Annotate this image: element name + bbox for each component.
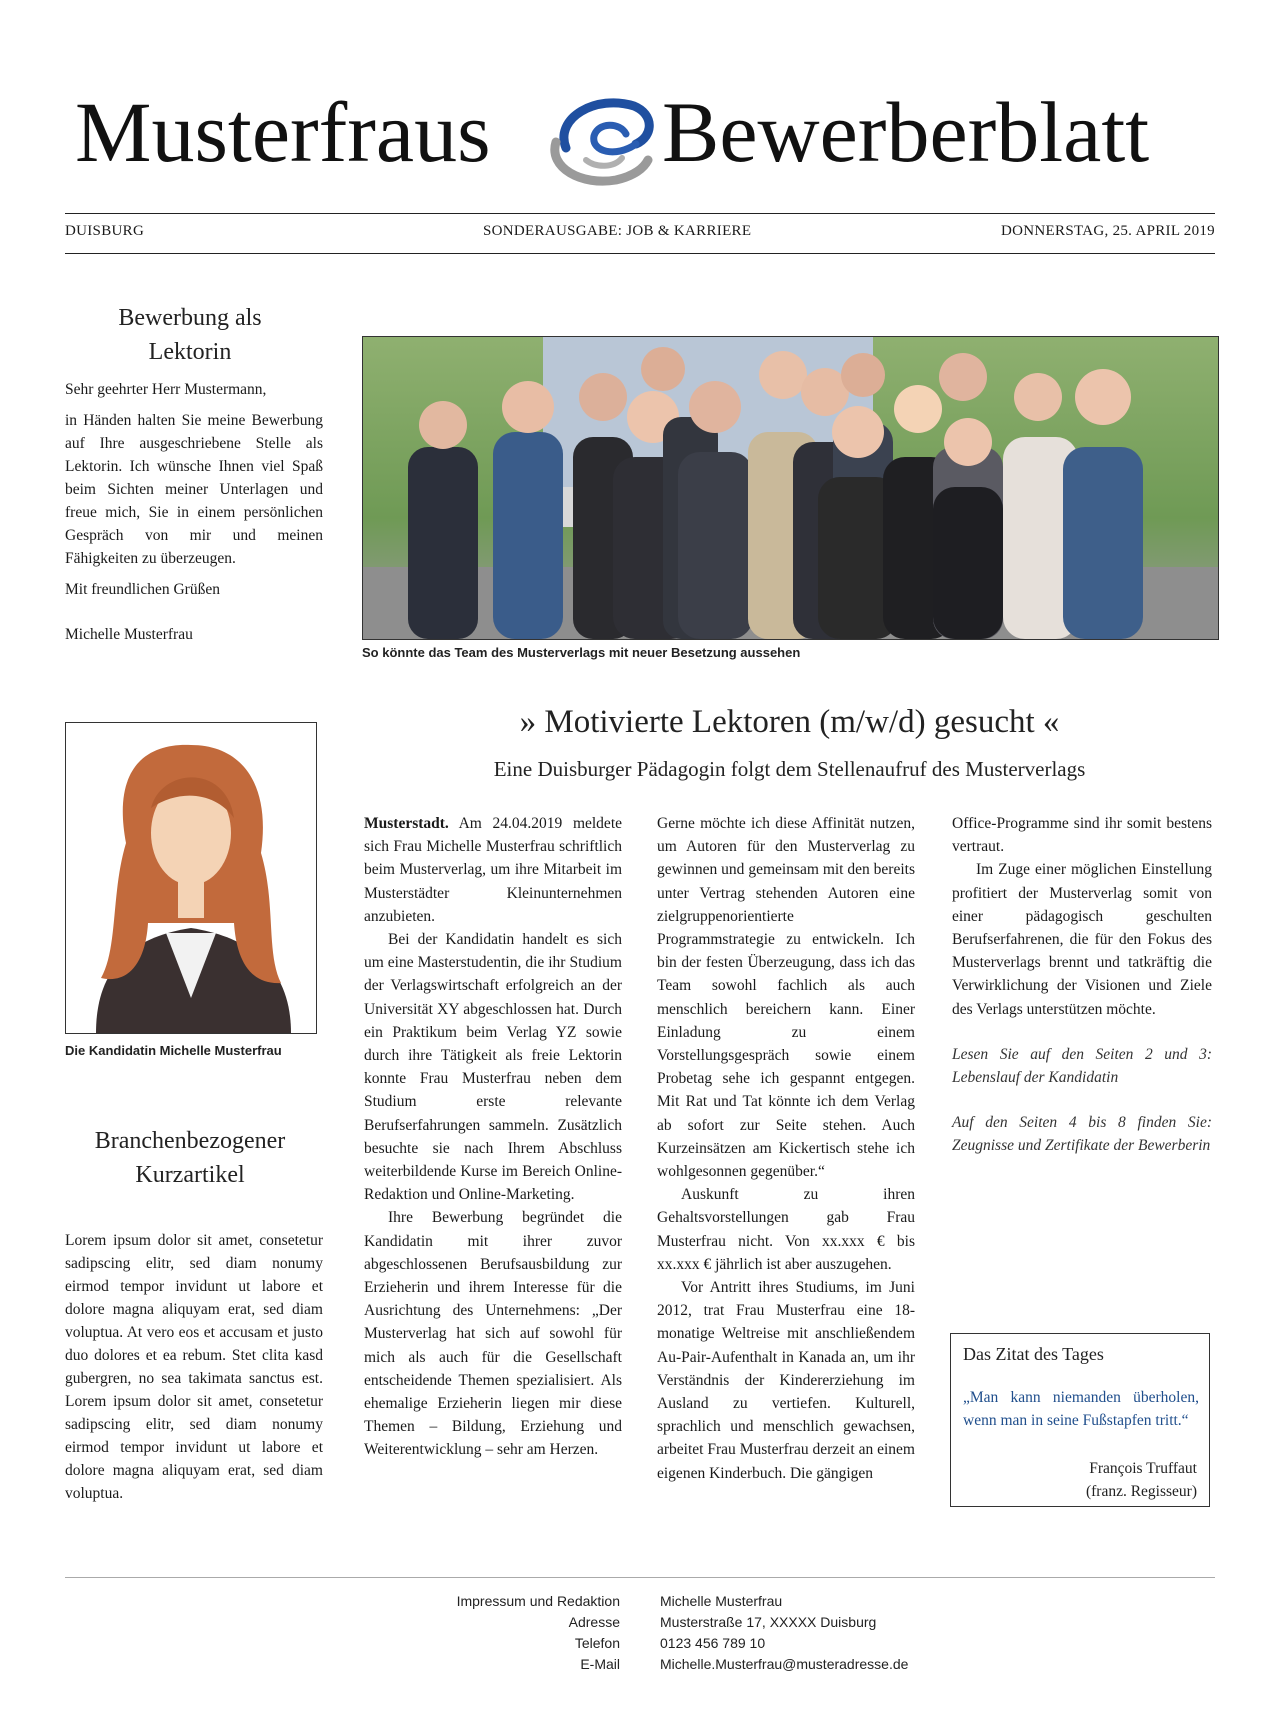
bottom-rule [65, 253, 1215, 254]
article-paragraph-6: Vor Antritt ihres Studiums, im Juni 2012, trat Frau Musterfrau eine 18-monatige Weltreise mit anschließendem Au-Pair-Aufenthalt in Kanada an, um ihr Verständnis der Kindererziehung im Ausland zu vertiefen. Kulturell, sprachlich und menschlich gewachsen, arbeitet Frau Musterfrau derzeit an einem eigenen Kinderbuch. Die gängigen [657, 1279, 915, 1482]
quote-attribution [1086, 1457, 1197, 1503]
footer-rule [65, 1577, 1215, 1578]
article-paragraph-2: Bei der Kandidatin handelt es sich um eine Masterstudentin, die ihr Studium der Verlagswirtschaft erfolgreich an der Universität XY abgeschlossen hat. Durch ein Praktikum beim Verlag YZ sowie durch ihre Tätigkeit als freie Lektorin konnte Frau Musterfrau neben dem Studium erste relevante Berufserfahrungen sammeln. Zusätzlich besuchte sie nach Ihrem Abschluss weiterbildende Kurse im Bereich Online-Redaktion und Online-Marketing. [364, 931, 622, 1204]
footer-value: Musterstraße 17, XXXXX Duisburg [660, 1614, 877, 1630]
team-photo [362, 336, 1219, 640]
dateline [65, 223, 1215, 245]
side-article-heading [65, 1124, 315, 1192]
masthead [0, 78, 1275, 193]
side-article-text: Lorem ipsum dolor sit amet, consetetur sadipscing elitr, sed diam nonumy eirmod tempor invidunt ut labore et dolore magna aliquyam erat, sed diam voluptua. At vero eos et accusam et justo duo dolores et ea rebum. Stet clita kasd gubergren, no sea takimata sanctus est. Lorem ipsum dolor sit amet, consetetur sadipscing elitr, sed diam nonumy eirmod tempor invidunt ut labore et dolore magna aliquyam erat, sed diam voluptua. [65, 1232, 323, 1502]
article-paragraph-1 [364, 812, 622, 928]
side-article-heading-line1: Branchenbezogener [94, 1128, 286, 1154]
article-paragraph-1-text: Am 24.04.2019 meldete sich Frau Michelle Musterfrau schriftlich beim Musterverlag, um ihre Mitarbeit im Musterstädter Kleinunternehmen anzubieten. [364, 815, 622, 925]
footer-row [65, 1591, 1215, 1612]
side-article-body [65, 1229, 323, 1513]
masthead-title-left: Musterfraus [75, 84, 491, 180]
letter-signature: Michelle Musterfrau [65, 626, 193, 643]
article-headline: » Motivierte Lektoren (m/w/d) gesucht « [519, 704, 1060, 740]
quote-title: Das Zitat des Tages [963, 1344, 1104, 1364]
quote-text: „Man kann niemanden überholen, wenn man in seine Fußstapfen tritt.“ [963, 1389, 1199, 1429]
footer-impressum [65, 1591, 1215, 1675]
dateline-city: DUISBURG [65, 223, 145, 239]
candidate-portrait [65, 722, 317, 1034]
quote-author-role: (franz. Regisseur) [1085, 1483, 1197, 1500]
letter-heading-line1: Bewerbung als [118, 305, 262, 331]
footer-row [65, 1633, 1215, 1654]
footer-email-link[interactable]: Michelle.Musterfrau@musteradresse.de [660, 1656, 909, 1672]
article-subhead: Eine Duisburger Pädagogin folgt dem Stellenaufruf des Musterverlags [493, 757, 1086, 781]
footer-label: Adresse [568, 1614, 620, 1630]
team-photo-caption: So könnte das Team des Musterverlags mit neuer Besetzung aussehen [362, 645, 801, 660]
candidate-portrait-illustration [66, 723, 316, 1033]
letter-closing: Mit freundlichen Grüßen [65, 581, 220, 598]
team-photo-illustration [363, 337, 1218, 639]
footer-label: Telefon [574, 1635, 620, 1651]
footer-value: Michelle Musterfrau [660, 1593, 783, 1609]
quote-author: François Truffaut [1089, 1460, 1197, 1477]
portrait-caption: Die Kandidatin Michelle Musterfrau [65, 1043, 282, 1058]
article-note-1: Lesen Sie auf den Seiten 2 und 3: Lebenslauf der Kandidatin [952, 1045, 1212, 1087]
footer-row [65, 1654, 1215, 1675]
article-column-1 [364, 812, 622, 1462]
article-paragraph-3: Ihre Bewerbung begründet die Kandidatin mit ihrer zuvor abgeschlossenen Berufsausbildung zur Erzieherin und ihrem Interesse für die Ausrichtung des Unternehmens: „Der Musterverlag hat sich auf sowohl für mich als auch für die Gesellschaft entscheidende Themen spezialisiert. Als ehemalige Erzieherin liegen mir diese Themen – Bildung, Erziehung und Weiterentwicklung – sehr am Herzen. [364, 1209, 622, 1459]
article-paragraph-4: Gerne möchte ich diese Affinität nutzen, um Autoren für den Musterverlag zu gewinnen und gemeinsam mit den bereits unter Vertrag stehenden Autoren eine zielgruppenorientierte Programmstrategie zu entwickeln. Ich bin der festen Überzeugung, dass ich das Team sowohl fachlich als auch menschlich bereichern kann. Einer Einladung zu einem Vorstellungsgespräch sowie einem Probetag sehe ich gespannt entgegen. Mit Rat und Tat könnte ich dem Verlag ab sofort zur Seite stehen. Auch Kurzeinsätzen am Kickertisch stehe ich wohlgesonnen gegenüber.“ [657, 815, 915, 1181]
article-dateline: Musterstadt. [364, 815, 449, 832]
article-note-2: Auf den Seiten 4 bis 8 finden Sie: Zeugnisse und Zertifikate der Bewerberin [952, 1114, 1212, 1155]
at-sign-logo-icon [536, 88, 662, 190]
masthead-title-right: Bewerberblatt [662, 84, 1150, 180]
letter-body [65, 378, 323, 654]
quote-box [950, 1333, 1210, 1507]
letter-text: in Händen halten Sie meine Bewerbung auf Ihre ausgeschriebene Stelle als Lektorin. Ich wünsche Ihnen viel Spaß beim Sichten meiner Unterlagen und freue mich, Sie in einem persönlichen Gespräch von mir und meinen Fähigkeiten zu überzeugen. [65, 412, 323, 567]
footer-row [65, 1612, 1215, 1633]
article-column-2 [657, 812, 915, 1485]
footer-value: 0123 456 789 10 [660, 1635, 766, 1651]
article-paragraph-6-end: Office-Programme sind ihr somit bestens vertraut. [952, 815, 1212, 856]
article-column-3 [952, 812, 1212, 1158]
letter-heading-line2: Lektorin [148, 339, 232, 365]
top-rule [65, 213, 1215, 214]
article-paragraph-5: Auskunft zu ihren Gehaltsvorstellungen gab Frau Musterfrau nicht. Von xx.xxx € bis xx.xxx € jährlich ist aber auszugehen. [657, 1186, 915, 1273]
article-paragraph-7: Im Zuge einer möglichen Einstellung profitiert der Musterverlag somit von einer pädagogisch geschulten Berufserfahrenen, die für den Fokus des Musterverlags brennt und tatkräftig die Verwirklichung der Visionen und Ziele des Verlags unterstützen möchte. [952, 861, 1212, 1018]
footer-label: Impressum und Redaktion [456, 1593, 620, 1609]
dateline-edition: SONDERAUSGABE: JOB & KARRIERE [483, 223, 752, 239]
footer-label: E-Mail [580, 1656, 620, 1672]
letter-heading [65, 301, 315, 369]
letter-salutation: Sehr geehrter Herr Mustermann, [65, 381, 267, 398]
dateline-date: DONNERSTAG, 25. APRIL 2019 [1001, 223, 1215, 239]
side-article-heading-line2: Kurzartikel [135, 1162, 245, 1188]
